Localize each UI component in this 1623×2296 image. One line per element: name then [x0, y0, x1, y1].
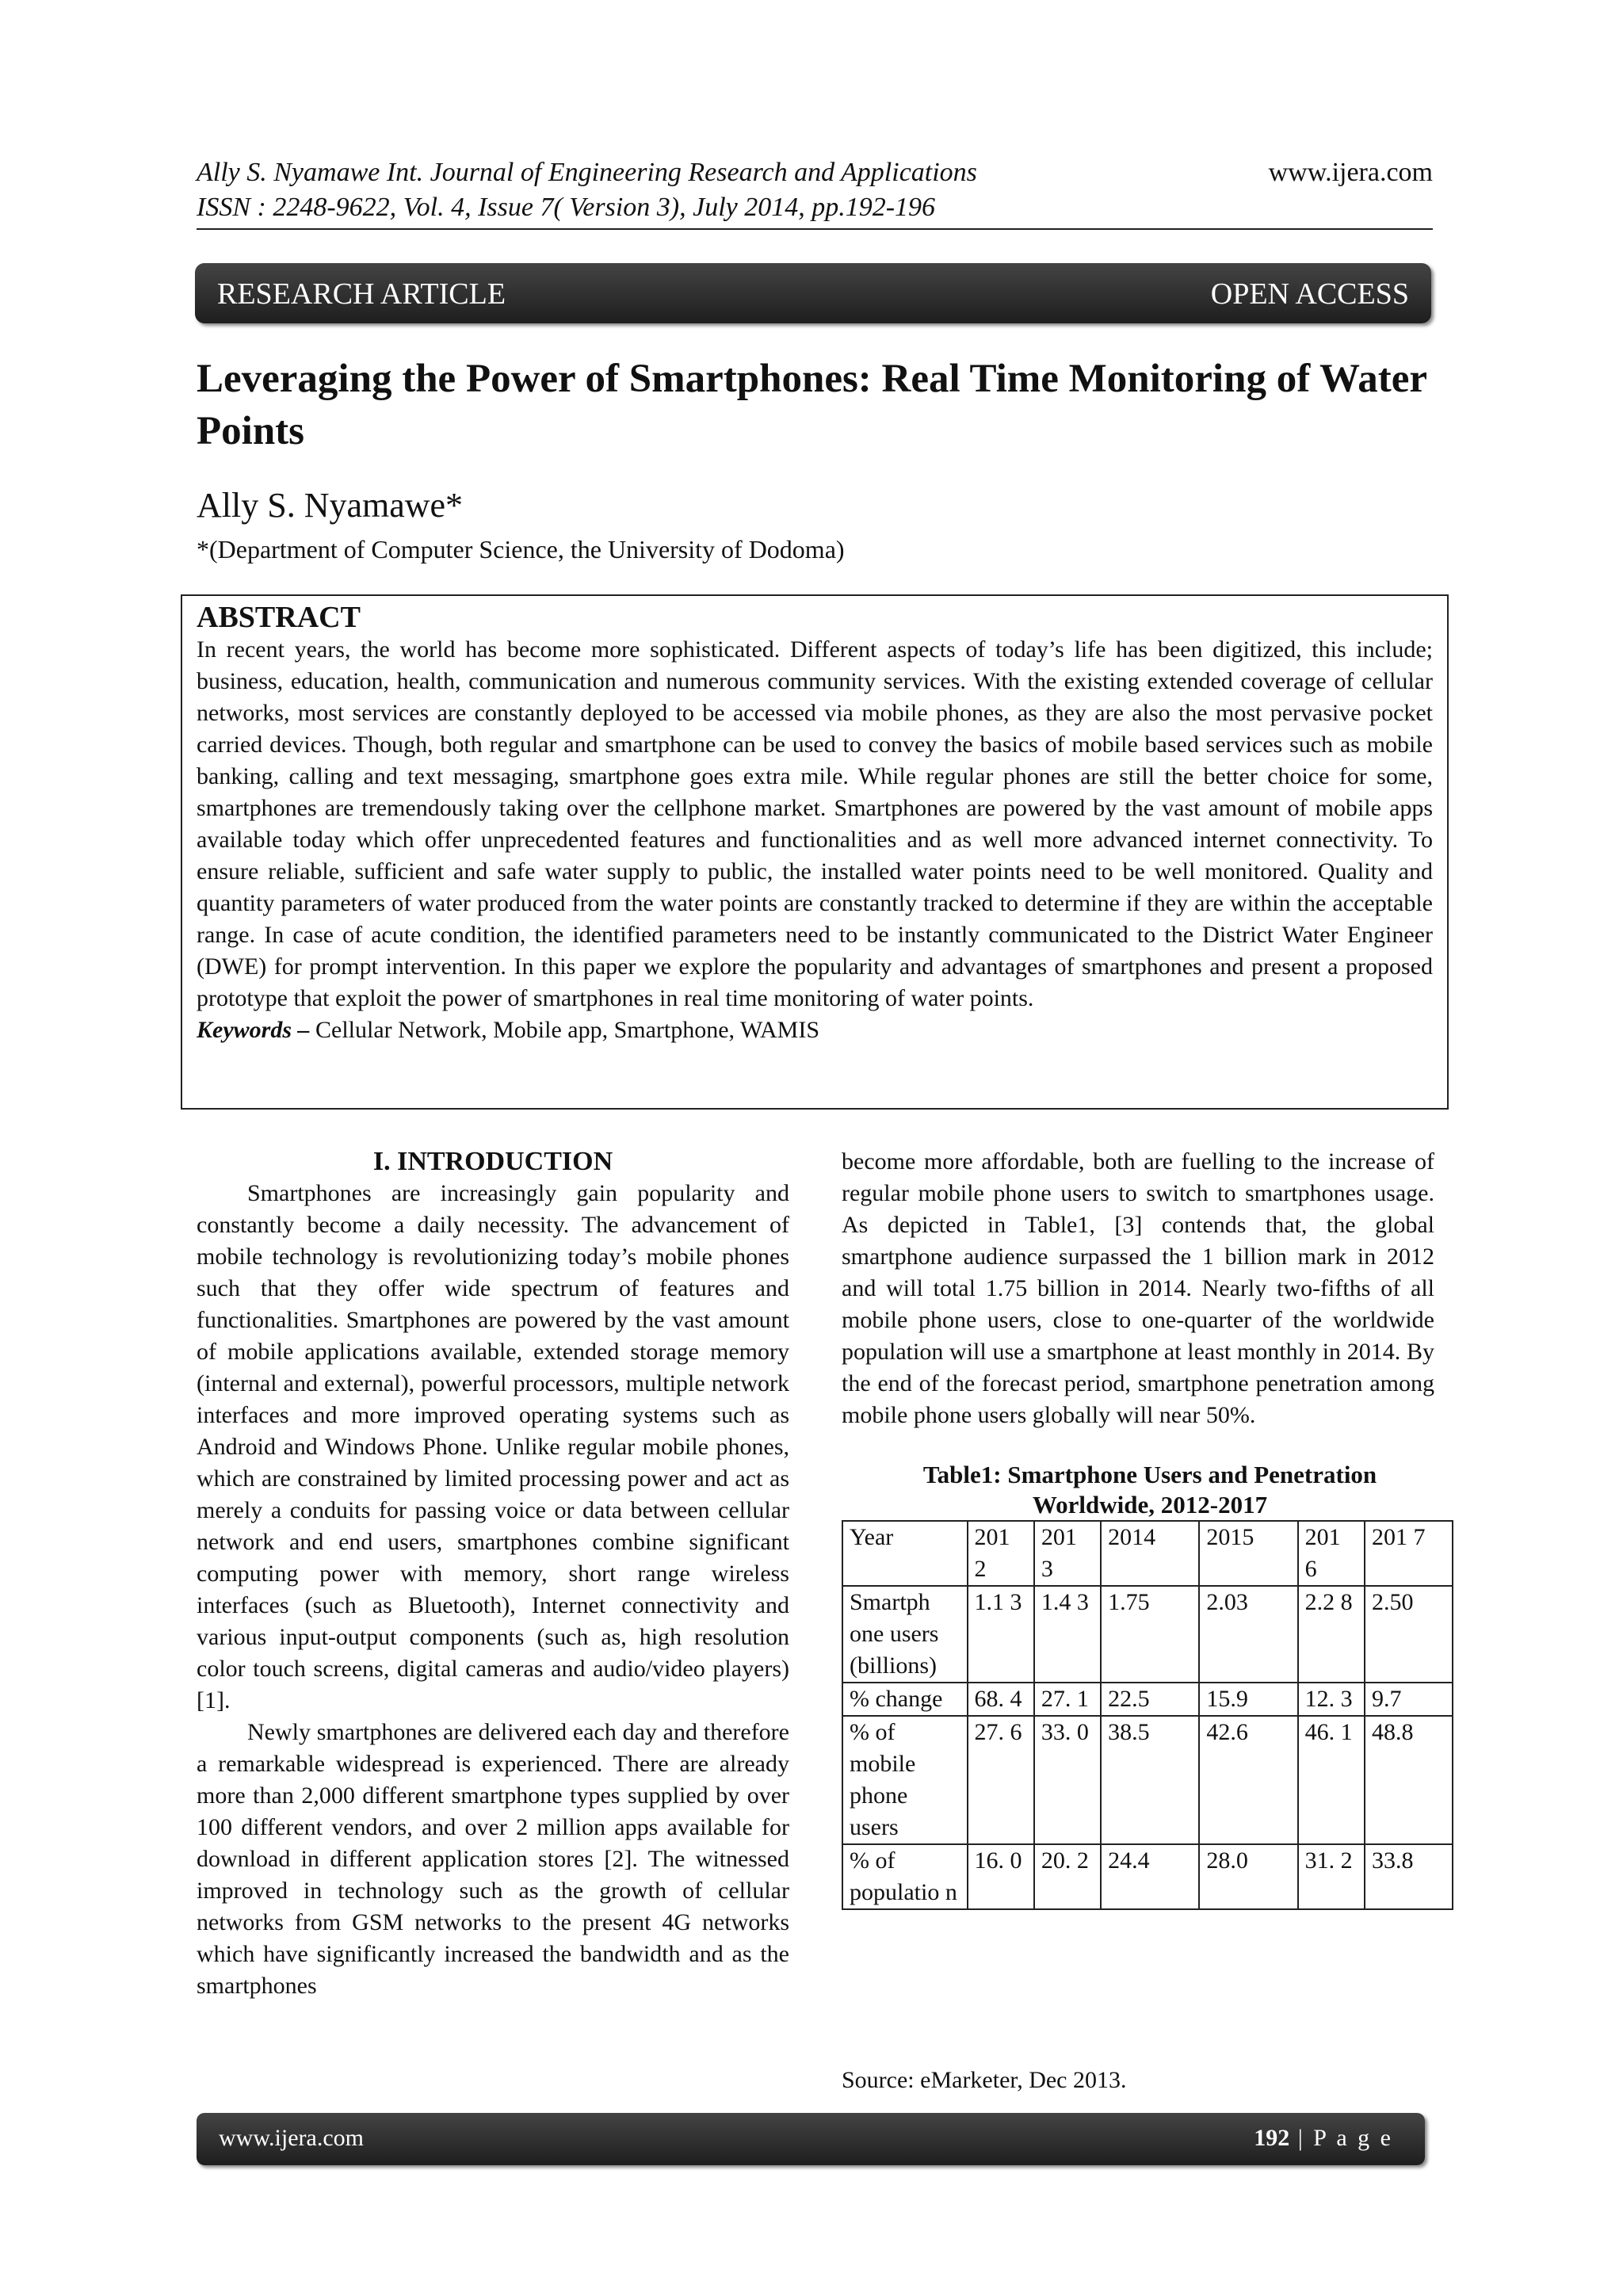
table-cell: 22.5 — [1101, 1683, 1199, 1716]
author-name: Ally S. Nyamawe* — [197, 486, 464, 525]
intro-paragraph-2: Newly smartphones are delivered each day and therefore a remarkable widespread is experienced. There are already more than 2,000 different smartphone types supplied by over 100 different vendors, and over 2 million apps available for download in different application stores [2]. The witnessed improved in technology such as the growth of cellular networks from GSM networks to the present 4G networks which have significantly increased the bandwidth and as the smartphones — [197, 1719, 789, 1999]
table-cell: 2014 — [1101, 1521, 1199, 1586]
table-cell: 1.1 3 — [968, 1586, 1034, 1683]
article-type: RESEARCH ARTICLE — [217, 277, 506, 311]
table-cell: 1.4 3 — [1034, 1586, 1101, 1683]
smartphone-users-table — [842, 1520, 1453, 1910]
page-label: | P a g e — [1289, 2125, 1393, 2151]
table-cell: 28.0 — [1199, 1844, 1297, 1909]
table-row-label: Smartph one users (billions) — [842, 1586, 968, 1683]
table-cell: 15.9 — [1199, 1683, 1297, 1716]
table-row-label: % of populatio n — [842, 1844, 968, 1909]
table-cell: 24.4 — [1101, 1844, 1199, 1909]
table-row-label: % of mobile phone users — [842, 1716, 968, 1844]
table-row — [842, 1683, 1453, 1716]
table-cell: 201 6 — [1298, 1521, 1365, 1586]
running-header — [197, 155, 977, 225]
table-caption-line1: Table1: Smartphone Users and Penetration — [922, 1461, 1377, 1488]
paper-title: Leveraging the Power of Smartphones: Real Time Monitoring of Water Points — [197, 357, 1427, 453]
table-cell: 201 2 — [968, 1521, 1034, 1586]
table-row-label: % change — [842, 1683, 968, 1716]
right-column — [842, 1146, 1434, 1910]
table-cell: 33. 0 — [1034, 1716, 1101, 1844]
journal-line: Ally S. Nyamawe Int. Journal of Engineering Research and Applications — [197, 158, 977, 187]
table-cell: 2.50 — [1365, 1586, 1453, 1683]
page-number — [1254, 2125, 1393, 2152]
header-divider — [197, 228, 1433, 230]
keywords-label: Keywords – — [197, 1017, 310, 1043]
page-footer — [197, 2113, 1425, 2165]
abstract-box — [181, 594, 1449, 1110]
page-number-value: 192 — [1254, 2125, 1290, 2151]
table-cell: 48.8 — [1365, 1716, 1453, 1844]
left-column — [197, 1146, 789, 2002]
keywords-list: Cellular Network, Mobile app, Smartphone, WAMIS — [309, 1017, 820, 1043]
table-cell: 2.2 8 — [1298, 1586, 1365, 1683]
table-cell: 31. 2 — [1298, 1844, 1365, 1909]
issn-line: ISSN : 2248-9622, Vol. 4, Issue 7( Version 3), July 2014, pp.192-196 — [197, 193, 936, 222]
table-row — [842, 1586, 1453, 1683]
table-cell: 16. 0 — [968, 1844, 1034, 1909]
abstract-text: In recent years, the world has become more sophisticated. Different aspects of today’s life has been digitized, this include; business, education, health, communication and numerous community services. With the existing extended coverage of cellular networks, most services are constantly deployed to be accessed via mobile phones, as they are also the most pervasive pocket carried devices. Though, both regular and smartphone can be used to convey the basics of mobile based services such as mobile banking, calling and text messaging, smartphone goes extra mile. While regular phones are still the better choice for some, smartphones are tremendously taking over the cellphone market. Smartphones are powered by the vast amount of mobile apps available today which offer unprecedented features and functionalities and as well more advanced internet connectivity. To ensure reliable, sufficient and safe water supply to public, the installed water points need to be well monitored. Quality and quantity parameters of water produced from the water points are constantly tracked to determine if they are within the acceptable range. In case of acute condition, the identified parameters need to be instantly communicated to the District Water Engineer (DWE) for prompt intervention. In this paper we explore the popularity and advantages of smartphones and present a proposed prototype that exploit the power of smartphones in real time monitoring of water points. — [197, 636, 1433, 1011]
table-cell: 2015 — [1199, 1521, 1297, 1586]
table-cell: 201 7 — [1365, 1521, 1453, 1586]
intro-paragraph-3: become more affordable, both are fuelling to the increase of regular mobile phone users to switch to smartphones usage. As depicted in Table1, [3] contends that, the global smartphone audience surpassed the 1 billion mark in 2012 and will total 1.75 billion in 2014. Nearly two-fifths of all mobile phone users, close to one-quarter of the worldwide population will use a smartphone at least monthly in 2014. By the end of the forecast period, smartphone penetration among mobile phone users globally will near 50%. — [842, 1148, 1434, 1428]
table-header-row — [842, 1521, 1453, 1586]
table-cell: 1.75 — [1101, 1586, 1199, 1683]
intro-paragraph-1: Smartphones are increasingly gain popularity and constantly become a daily necessity. The advancement of mobile technology is revolutionizing today’s mobile phones such that they offer wide spectrum of features and functionalities. Smartphones are powered by the vast amount of mobile applications available, extended storage memory (internal and external), powerful processors, multiple network interfaces and more improved operating systems such as Android and Windows Phone. Unlike regular mobile phones, which are constrained by limited processing power and act as merely a conduits for passing voice or data between cellular network and end users, smartphones combine significant computing power with memory, short range wireless interfaces (such as Bluetooth), Internet connectivity and various input-output components (such as, high resolution color touch screens, digital cameras and audio/video players) [1]. — [197, 1180, 789, 1713]
table-cell: 46. 1 — [1298, 1716, 1365, 1844]
article-banner — [195, 263, 1431, 323]
table-cell: 33.8 — [1365, 1844, 1453, 1909]
table-cell: 2.03 — [1199, 1586, 1297, 1683]
table-cell: 9.7 — [1365, 1683, 1453, 1716]
table-source: Source: eMarketer, Dec 2013. — [842, 2067, 1127, 2093]
table-row — [842, 1716, 1453, 1844]
table-cell: 27. 1 — [1034, 1683, 1101, 1716]
table-cell: 27. 6 — [968, 1716, 1034, 1844]
table-cell: 20. 2 — [1034, 1844, 1101, 1909]
table-cell: 201 3 — [1034, 1521, 1101, 1586]
access-type: OPEN ACCESS — [1210, 277, 1409, 311]
table-cell: 42.6 — [1199, 1716, 1297, 1844]
table-caption-line2: Worldwide, 2012-2017 — [1032, 1491, 1268, 1519]
table-caption — [842, 1460, 1434, 1520]
journal-website: www.ijera.com — [1268, 158, 1433, 187]
table-cell: 38.5 — [1101, 1716, 1199, 1844]
keywords — [197, 1014, 1433, 1046]
section-heading-introduction: I. INTRODUCTION — [372, 1147, 613, 1176]
table-row — [842, 1844, 1453, 1909]
footer-website: www.ijera.com — [219, 2125, 364, 2151]
table-row-label: Year — [842, 1521, 968, 1586]
author-affiliation: *(Department of Computer Science, the University of Dodoma) — [197, 535, 845, 563]
abstract-heading: ABSTRACT — [197, 601, 361, 634]
table-cell: 68. 4 — [968, 1683, 1034, 1716]
table-cell: 12. 3 — [1298, 1683, 1365, 1716]
